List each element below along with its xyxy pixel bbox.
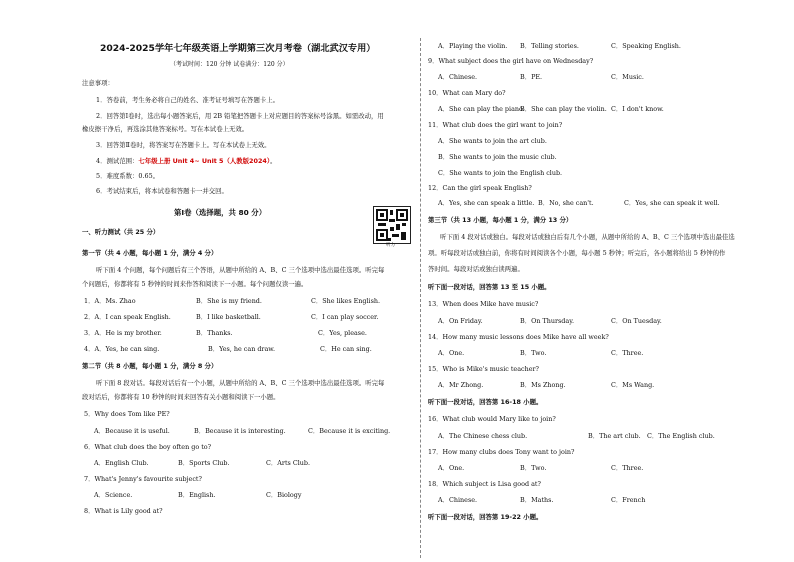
q10-option-a: A．She can play the piano. <box>438 105 525 113</box>
q8-option-c: C．Speaking English. <box>611 42 681 50</box>
q4-option-c: C．He can sing. <box>320 345 372 353</box>
q8-question: 8．What is Lily good at? <box>84 507 163 515</box>
right-column <box>428 0 735 562</box>
q14-option-a: A．One. <box>438 349 465 357</box>
q2-option-a: 2．A．I can speak English. <box>84 313 171 321</box>
qr-caption: 听力 <box>386 243 395 248</box>
q16-option-c: C．The English club. <box>647 432 715 440</box>
note-2: 2．回答第Ⅰ卷时，选出每小题答案后，用 2B 铅笔把答题卡上对应题目的答案标号涂黑。如需改动，用 <box>96 112 384 120</box>
q1-option-a: 1．A．Ms. Zhao <box>84 297 136 305</box>
note-3: 3．回答第Ⅱ卷时，将答案写在答题卡上。写在本试卷上无效。 <box>96 141 271 149</box>
q18-option-b: B．Maths. <box>520 496 554 504</box>
note-2-cont: 橡皮擦干净后，再选涂其他答案标号。写在本试卷上无效。 <box>82 125 249 133</box>
q9-option-c: C．Music. <box>611 73 644 81</box>
q12-option-c: C．Yes, she can speak it well. <box>624 199 720 207</box>
section-2-heading: 第二节（共 8 小题，每小题 1 分，满分 8 分） <box>82 362 218 370</box>
q14-option-b: B．Two. <box>520 349 547 357</box>
q1-option-b: B．She is my friend. <box>196 297 262 305</box>
group-2-heading: 听下面一段对话，回答第 16-18 小题。 <box>428 398 543 406</box>
q15-option-c: C．Ms Wang. <box>611 381 655 389</box>
q9-option-a: A．Chinese. <box>438 73 478 81</box>
q6-option-b: B．Sports Club. <box>178 459 230 467</box>
q16-option-b: B．The art club. <box>588 432 641 440</box>
exam-meta: （考试时间：120 分钟 试卷满分：120 分） <box>170 61 289 68</box>
q6-option-a: A．English Club. <box>94 459 149 467</box>
notes-title: 注意事项： <box>82 79 114 87</box>
listening-heading: 一、听力测试（共 25 分） <box>82 228 160 236</box>
q12-option-a: A．Yes, she can speak a little. <box>438 199 535 207</box>
q3-option-c: C．Yes, please. <box>318 329 367 337</box>
q16-option-a: A．The Chinese chess club. <box>438 432 528 440</box>
section-3-intro-line2: 项。听每段对话或独白前，你将有时间阅读各个小题，每小题 5 秒钟；听完后，各小题将给出 5 秒钟的作 <box>428 249 726 257</box>
q6-question: 6．What club does the boy often go to? <box>84 443 212 451</box>
note-4-prefix: 4．测试范围： <box>96 157 139 165</box>
group-1-heading: 听下面一段对话，回答第 13 至 15 小题。 <box>428 283 551 291</box>
section-1-intro-line2: 个问题后，你都将有 5 秒钟的时间来作答和阅读下一小题。每个问题仅读一遍。 <box>82 280 308 288</box>
note-4 <box>96 158 276 164</box>
q11-option-a: A．She wants to join the art club. <box>438 137 547 145</box>
exam-title: 2024-2025学年七年级英语上学期第三次月考卷（湖北武汉专用） <box>100 43 376 54</box>
q7-option-b: B．English. <box>178 491 216 499</box>
q16-question: 16．What club would Mary like to join? <box>428 415 556 423</box>
q11-option-b: B．She wants to join the music club. <box>438 153 557 161</box>
q17-option-b: B．Two. <box>520 464 547 472</box>
q3-option-a: 3．A．He is my brother. <box>84 329 162 337</box>
qr-code-image <box>373 206 411 244</box>
q13-option-b: B．On Thursday. <box>520 317 574 325</box>
note-6: 6．考试结束后，将本试卷和答题卡一并交回。 <box>96 187 228 195</box>
q15-question: 15．Who is Mike's music teacher? <box>428 365 539 373</box>
q7-question: 7．What's Jenny's favourite subject? <box>84 475 202 483</box>
q17-option-c: C．Three. <box>611 464 644 472</box>
q6-option-c: C．Arts Club. <box>266 459 311 467</box>
section-3-intro-line3: 答时间。每段对话或独白读两遍。 <box>428 265 524 273</box>
section-2-intro-line1: 听下面 8 段对话。每段对话后有一个小题，从题中所给的 A、B、C 三个选项中选出最佳选项。听完每 <box>96 379 385 387</box>
column-divider <box>420 38 421 558</box>
q4-option-b: B．Yes, he can draw. <box>208 345 276 353</box>
q12-option-b: B．No, she can't. <box>538 199 594 207</box>
q11-question: 11．What club does the girl want to join? <box>428 121 563 129</box>
q7-option-a: A．Science. <box>94 491 133 499</box>
q8-option-b: B．Telling stories. <box>520 42 579 50</box>
q15-option-a: A．Mr Zhong. <box>438 381 484 389</box>
note-4-suffix: 。 <box>270 157 277 165</box>
group-3-heading: 听下面一段对话，回答第 19-22 小题。 <box>428 513 543 521</box>
q7-option-c: C．Biology <box>266 491 302 499</box>
q9-question: 9．What subject does the girl have on Wednesday? <box>428 57 594 65</box>
section-1-heading: 第一节（共 4 小题，每小题 1 分，满分 4 分） <box>82 249 218 257</box>
q4-option-a: 4．A．Yes, he can sing. <box>84 345 160 353</box>
q18-option-c: C．French <box>611 496 646 504</box>
q3-option-b: B．Thanks. <box>196 329 233 337</box>
section-3-heading: 第三节（共 13 小题，每小题 1 分，满分 13 分） <box>428 216 573 224</box>
q9-option-b: B．PE. <box>520 73 543 81</box>
note-5: 5．难度系数：0.65。 <box>96 172 160 180</box>
q5-option-c: C．Because it is exciting. <box>308 427 391 435</box>
q13-option-a: A．On Friday. <box>438 317 483 325</box>
q5-option-b: B．Because it is interesting. <box>194 427 286 435</box>
q13-option-c: C．On Tuesday. <box>611 317 662 325</box>
q12-question: 12．Can the girl speak English? <box>428 184 532 192</box>
q8-option-a: A．Playing the violin. <box>438 42 508 50</box>
left-column <box>82 0 414 562</box>
q17-option-a: A．One. <box>438 464 465 472</box>
q14-question: 14．How many music lessons does Mike have all week? <box>428 333 609 341</box>
q5-option-a: A．Because it is useful. <box>94 427 170 435</box>
q18-question: 18．Which subject is Lisa good at? <box>428 480 541 488</box>
q2-option-b: B．I like basketball. <box>196 313 261 321</box>
note-4-range: 七年级上册 Unit 4~ Unit 5（人教版2024） <box>138 157 271 165</box>
q10-question: 10．What can Mary do? <box>428 89 506 97</box>
section-1-intro-line1: 听下面 4 个问题，每个问题后有三个答语，从题中所给的 A、B、C 三个选项中选出最佳选项。听完每 <box>96 266 385 274</box>
q11-option-c: C．She wants to join the English club. <box>438 169 563 177</box>
section-3-intro-line1: 听下面 4 段对话或独白。每段对话或独白后有几个小题，从题中所给的 A、B、C 三个选项中选出最佳选 <box>440 233 735 241</box>
q18-option-a: A．Chinese. <box>438 496 478 504</box>
q1-option-c: C．She likes English. <box>311 297 381 305</box>
note-1: 1．答卷前，考生务必将自己的姓名、准考证号填写在答题卡上。 <box>96 96 280 104</box>
q15-option-b: B．Ms Zhong. <box>520 381 566 389</box>
q10-option-c: C．I don't know. <box>611 105 664 113</box>
q2-option-c: C．I can play soccer. <box>311 313 379 321</box>
part-1-heading: 第Ⅰ卷（选择题，共 80 分） <box>174 208 267 217</box>
q17-question: 17．How many clubs does Tony want to join? <box>428 448 575 456</box>
q10-option-b: B．She can play the violin. <box>520 105 607 113</box>
q5-question: 5．Why does Tom like PE? <box>84 410 170 418</box>
q13-question: 13．When does Mike have music? <box>428 300 539 308</box>
q14-option-c: C．Three. <box>611 349 644 357</box>
section-2-intro-line2: 段对话后，你都将有 10 秒钟的时间来回答有关小题和阅读下一小题。 <box>82 393 280 401</box>
